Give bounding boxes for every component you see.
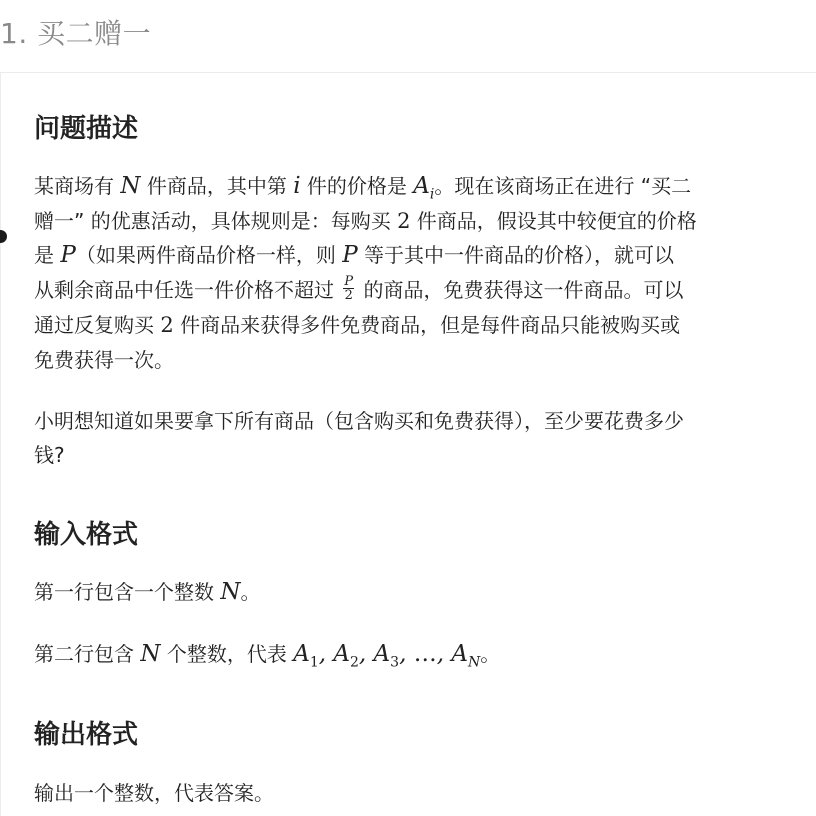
- problem-title: 1. 买二赠一: [0, 17, 152, 50]
- input-line-1: 第一行包含一个整数 N。: [34, 579, 261, 605]
- math-N: N: [120, 173, 141, 199]
- description-line-3: 是 P（如果两件商品价格一样，则 P 等于其中一件商品的价格），就可以: [34, 242, 675, 268]
- input-heading: 输入格式: [34, 520, 139, 550]
- math-2: 2: [160, 313, 174, 337]
- math-i: i: [293, 173, 301, 199]
- input-line-2: 第二行包含 N 个整数，代表 $A_1$, $A_2$, $A_3$, …, $A_N$。: [34, 641, 501, 671]
- math-P: P: [60, 242, 76, 268]
- description-line-6: 免费获得一次。: [34, 348, 174, 372]
- math-A-i: $A_i$: [413, 173, 435, 203]
- title-divider: [0, 72, 816, 73]
- description-heading: 问题描述: [34, 114, 139, 144]
- description-question-line-1: 小明想知道如果要拿下所有商品（包含购买和免费获得），至少要花费多少: [34, 409, 684, 433]
- math-2: 2: [397, 209, 411, 233]
- math-sequence: $A_1$, $A_2$, $A_3$, …, $A_N$: [293, 641, 481, 671]
- description-line-2: 赠一” 的优惠活动，具体规则是：每购买 2 件商品，假设其中较便宜的价格: [34, 209, 697, 233]
- content-left-border: [0, 72, 1, 816]
- math-N: N: [140, 641, 161, 667]
- math-N: N: [220, 579, 241, 605]
- description-line-1: 某商场有 N 件商品，其中第 i 件的价格是 $A_i$。现在该商场正在进行 “买二: [34, 173, 692, 203]
- description-question-line-2: 钱?: [34, 443, 65, 467]
- description-line-4: 从剩余商品中任选一件价格不超过 $\frac{P}{2}$ 的商品，免费获得这一件商品。可以: [34, 274, 684, 303]
- math-P: P: [342, 242, 358, 268]
- output-heading: 输出格式: [34, 720, 139, 750]
- description-line-5: 通过反复购买 2 件商品来获得多件免费商品，但是每件商品只能被购买或: [34, 313, 681, 337]
- timeline-dot-icon: [0, 230, 7, 243]
- math-fraction-P-over-2: $\frac{P}{2}$: [344, 274, 354, 303]
- output-line-1: 输出一个整数，代表答案。: [34, 781, 274, 805]
